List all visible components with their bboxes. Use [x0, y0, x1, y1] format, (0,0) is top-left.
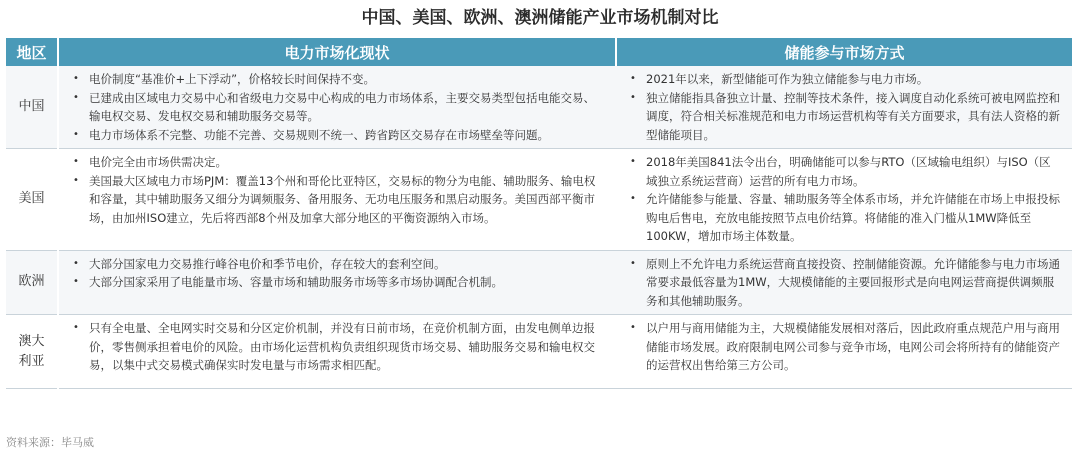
list-item [71, 89, 606, 126]
bullet-icon: • [630, 91, 636, 103]
bullet-icon: • [73, 91, 79, 103]
storage-participation-cell [616, 66, 1072, 149]
list-item [628, 190, 1062, 246]
comparison-table [6, 38, 1072, 389]
region-cell: 美国 [6, 149, 58, 251]
table-body [6, 66, 1072, 389]
list-item-text: 已建成由区域电力交易中心和省级电力交易中心构成的电力市场体系，主要交易类型包括电能交易、输电权交易、发电权交易和辅助服务交易等。 [89, 90, 595, 123]
bullet-icon: • [630, 322, 636, 333]
list-item-text: 电力市场体系不完整、功能不完善、交易规则不统一、跨省跨区交易存在市场壁垒等问题。 [89, 127, 549, 142]
bullet-list [628, 153, 1062, 246]
list-item [71, 319, 606, 375]
list-item-text: 电价制度“基准价+上下浮动”，价格较长时间保持不变。 [89, 72, 376, 86]
list-item [628, 70, 1062, 89]
header-storage-participation: 储能参与市场方式 [616, 38, 1072, 66]
list-item [71, 255, 606, 274]
list-item-text: 2018年美国841法令出台，明确储能可以参与RTO（区域输电组织）与ISO（区域独立系统运营商）运营的所有电力市场。 [646, 155, 1051, 188]
region-cell: 欧洲 [6, 250, 58, 315]
market-status-cell [58, 250, 616, 315]
table-row [6, 66, 1072, 149]
list-item-text: 原则上不允许电力系统运营商直接投资、控制储能资源。允许储能参与电力市场通常要求最低容量为1MW，大规模储能的主要回报形式是向电网运营商提供调频服务和其他辅助服务。 [646, 256, 1060, 308]
table-row [6, 315, 1072, 389]
list-item [628, 153, 1062, 190]
table-row [6, 250, 1072, 315]
bullet-list [71, 70, 606, 144]
list-item [628, 89, 1062, 145]
bullet-icon: • [630, 257, 636, 269]
region-cell: 澳大利亚 [6, 315, 58, 389]
list-item-text: 允许储能参与能量、容量、辅助服务等全体系市场，并允许储能在市场上申报投标购电后售电，充放电能按照节点电价结算。将储能的准入门槛从1MW降低至100KW，增加市场主体数量。 [646, 192, 1060, 243]
list-item-text: 独立储能指具备独立计量、控制等技术条件，接入调度自动化系统可被电网监控和调度，符合相关标准规范和电力市场运营机构等有关方面要求，具有法人资格的新型储能项目。 [646, 90, 1060, 142]
bullet-icon: • [630, 193, 636, 204]
list-item [71, 172, 606, 228]
storage-participation-cell [616, 315, 1072, 389]
header-market-status: 电力市场化现状 [58, 38, 616, 66]
storage-participation-cell [616, 250, 1072, 315]
bullet-icon: • [73, 73, 79, 84]
list-item-text: 2021年以来，新型储能可作为独立储能参与电力市场。 [646, 72, 929, 86]
table-header-row [6, 38, 1072, 66]
bullet-icon: • [630, 73, 636, 84]
region-cell: 中国 [6, 66, 58, 149]
page-title: 中国、美国、欧洲、澳洲储能产业市场机制对比 [361, 8, 719, 28]
bullet-icon: • [73, 156, 79, 167]
market-status-cell [58, 149, 616, 251]
bullet-list [71, 255, 606, 292]
bullet-icon: • [630, 156, 636, 167]
list-item [71, 126, 606, 145]
bullet-list [628, 255, 1062, 311]
list-item-text: 电价完全由市场供需决定。 [89, 155, 227, 169]
source-note: 资料来源：毕马威 [6, 436, 94, 449]
bullet-list [71, 153, 606, 227]
list-item [71, 70, 606, 89]
list-item-text: 大部分国家电力交易推行峰谷电价和季节电价，存在较大的套利空间。 [89, 256, 446, 271]
list-item [71, 273, 606, 292]
list-item [628, 255, 1062, 311]
header-region: 地区 [6, 38, 58, 66]
bullet-icon: • [73, 128, 79, 140]
bullet-icon: • [73, 322, 79, 333]
list-item-text: 美国最大区域电力市场PJM：覆盖13个州和哥伦比亚特区，交易标的物分为电能、辅助服务、输电权和容量，其中辅助服务又细分为调频服务、备用服务、无功电压服务和黑启动服务。美国西部平衡市场，由加州ISO建立，先后将西部8个州及加拿大部分地区的平衡资源纳入市场。 [89, 173, 596, 225]
list-item [71, 153, 606, 172]
bullet-icon: • [73, 257, 79, 269]
list-item-text: 大部分国家采用了电能量市场、容量市场和辅助服务市场等多市场协调配合机制。 [89, 275, 503, 289]
bullet-icon: • [73, 276, 79, 287]
storage-participation-cell [616, 149, 1072, 251]
list-item-text: 只有全电量、全电网实时交易和分区定价机制，并没有日前市场，在竞价机制方面，由发电侧单边报价，零售侧承担着电价的风险。由市场化运营机构负责组织现货市场交易、辅助服务交易和输电权交易，以集中式交易模式确保实时发电量与市场需求相匹配。 [89, 321, 595, 372]
market-status-cell [58, 66, 616, 149]
table-row [6, 149, 1072, 251]
bullet-list [628, 70, 1062, 144]
bullet-list [628, 319, 1062, 375]
bullet-list [71, 319, 606, 375]
bullet-icon: • [73, 174, 79, 186]
list-item-text: 以户用与商用储能为主，大规模储能发展相对落后，因此政府重点规范户用与商用储能市场发展。政府限制电网公司参与竞争市场，电网公司会将所持有的储能资产的运营权出售给第三方公司。 [646, 321, 1060, 372]
list-item [628, 319, 1062, 375]
market-status-cell [58, 315, 616, 389]
